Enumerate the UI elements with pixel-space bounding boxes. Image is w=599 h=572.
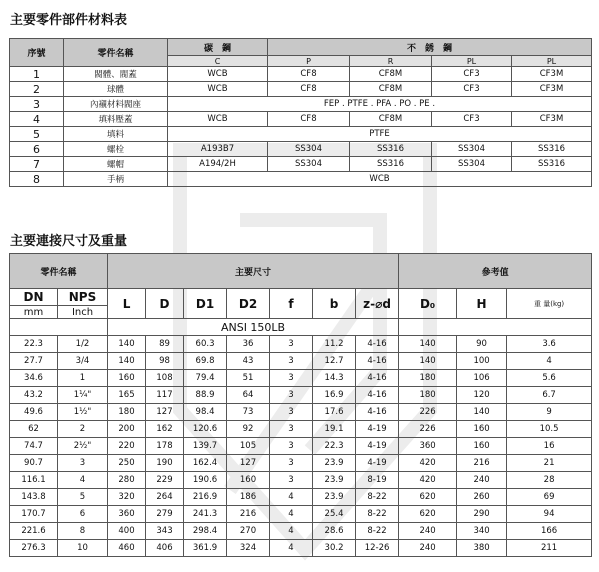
cell-d2: 64 — [227, 387, 270, 404]
cell-nps: 4 — [58, 472, 108, 489]
cell-d1: 216.9 — [184, 489, 227, 506]
cell-dn: 143.8 — [10, 489, 58, 506]
row-no: 2 — [10, 82, 64, 97]
cell-d2: 160 — [227, 472, 270, 489]
cell-d1: 69.8 — [184, 353, 227, 370]
head-dn: DN — [10, 289, 58, 306]
cell-f: 3 — [270, 387, 313, 404]
cell-d0: 226 — [399, 421, 457, 438]
cell-h: 340 — [457, 523, 507, 540]
cell-d1: 60.3 — [184, 336, 227, 353]
cell-d1: 361.9 — [184, 540, 227, 557]
cell-z-d: 8-22 — [356, 489, 399, 506]
cell-b: 23.9 — [313, 455, 356, 472]
cell-d: 190 — [146, 455, 184, 472]
cell-d: 264 — [146, 489, 184, 506]
material-row — [10, 82, 592, 97]
table-row — [10, 404, 592, 421]
row-pl2: CF3M — [512, 112, 592, 127]
stainless-steel-header: 不 銹 鋼 — [268, 39, 592, 56]
head-z-d: z-⌀d — [356, 289, 399, 319]
table-row — [10, 540, 592, 557]
cell-d0: 240 — [399, 523, 457, 540]
row-span-value: WCB — [168, 172, 592, 187]
row-part: 手柄 — [64, 172, 168, 187]
cell-h: 260 — [457, 489, 507, 506]
cell-f: 3 — [270, 421, 313, 438]
row-c: A194/2H — [168, 157, 268, 172]
materials-table — [9, 38, 592, 187]
cell-dn: 62 — [10, 421, 58, 438]
cell-b: 11.2 — [313, 336, 356, 353]
cell-d0: 140 — [399, 336, 457, 353]
cell-weight: 94 — [507, 506, 592, 523]
cell-d: 178 — [146, 438, 184, 455]
cell-d1: 79.4 — [184, 370, 227, 387]
cell-f: 3 — [270, 438, 313, 455]
col-main-header: 主要尺寸 — [108, 254, 399, 289]
cell-b: 22.3 — [313, 438, 356, 455]
cell-nps: 8 — [58, 523, 108, 540]
cell-z-d: 8-22 — [356, 506, 399, 523]
cell-l: 280 — [108, 472, 146, 489]
standard-blank — [10, 319, 108, 336]
cell-dn: 43.2 — [10, 387, 58, 404]
cell-f: 4 — [270, 540, 313, 557]
cell-l: 140 — [108, 336, 146, 353]
col-ref-header: 參考值 — [399, 254, 592, 289]
table-row — [10, 523, 592, 540]
sub-header-c: C — [168, 56, 268, 67]
cell-nps: 3 — [58, 455, 108, 472]
head-nps: NPS — [58, 289, 108, 306]
cell-weight: 69 — [507, 489, 592, 506]
cell-d: 279 — [146, 506, 184, 523]
cell-b: 25.4 — [313, 506, 356, 523]
cell-l: 360 — [108, 506, 146, 523]
cell-z-d: 4-19 — [356, 455, 399, 472]
cell-l: 200 — [108, 421, 146, 438]
cell-z-d: 4-16 — [356, 370, 399, 387]
table-row — [10, 472, 592, 489]
dims-head-row — [10, 289, 592, 306]
head-d2: D2 — [227, 289, 270, 319]
cell-f: 3 — [270, 336, 313, 353]
cell-d0: 140 — [399, 353, 457, 370]
cell-l: 165 — [108, 387, 146, 404]
cell-dn: 116.1 — [10, 472, 58, 489]
row-pl2: CF3M — [512, 67, 592, 82]
row-no: 3 — [10, 97, 64, 112]
cell-d0: 620 — [399, 489, 457, 506]
row-no: 4 — [10, 112, 64, 127]
cell-d: 108 — [146, 370, 184, 387]
cell-h: 120 — [457, 387, 507, 404]
cell-b: 16.9 — [313, 387, 356, 404]
row-c: A193B7 — [168, 142, 268, 157]
row-pl1: CF3 — [432, 67, 512, 82]
sub-header-pl1: PL — [432, 56, 512, 67]
row-r: SS316 — [350, 157, 432, 172]
cell-dn: 22.3 — [10, 336, 58, 353]
cell-nps: 5 — [58, 489, 108, 506]
row-pl1: SS304 — [432, 157, 512, 172]
cell-d0: 240 — [399, 540, 457, 557]
cell-nps: 2½" — [58, 438, 108, 455]
cell-d0: 180 — [399, 370, 457, 387]
cell-dn: 27.7 — [10, 353, 58, 370]
cell-d0: 420 — [399, 455, 457, 472]
cell-weight: 9 — [507, 404, 592, 421]
table-row — [10, 438, 592, 455]
table-row — [10, 387, 592, 404]
head-b: b — [313, 289, 356, 319]
cell-z-d: 8-19 — [356, 472, 399, 489]
row-pl2: SS316 — [512, 142, 592, 157]
cell-b: 30.2 — [313, 540, 356, 557]
cell-dn: 221.6 — [10, 523, 58, 540]
cell-d2: 73 — [227, 404, 270, 421]
cell-weight: 6.7 — [507, 387, 592, 404]
row-r: CF8M — [350, 82, 432, 97]
cell-l: 460 — [108, 540, 146, 557]
cell-weight: 10.5 — [507, 421, 592, 438]
material-row — [10, 112, 592, 127]
cell-z-d: 8-22 — [356, 523, 399, 540]
head-d1: D1 — [184, 289, 227, 319]
row-pl1: CF3 — [432, 82, 512, 97]
cell-l: 160 — [108, 370, 146, 387]
cell-d: 162 — [146, 421, 184, 438]
cell-d1: 241.3 — [184, 506, 227, 523]
cell-h: 290 — [457, 506, 507, 523]
cell-h: 100 — [457, 353, 507, 370]
cell-nps: 1½" — [58, 404, 108, 421]
cell-weight: 4 — [507, 353, 592, 370]
row-r: SS316 — [350, 142, 432, 157]
cell-d1: 98.4 — [184, 404, 227, 421]
row-no: 1 — [10, 67, 64, 82]
cell-b: 19.1 — [313, 421, 356, 438]
cell-d2: 43 — [227, 353, 270, 370]
material-row — [10, 97, 592, 112]
row-r: CF8M — [350, 67, 432, 82]
cell-dn: 49.6 — [10, 404, 58, 421]
row-part: 填料壓蓋 — [64, 112, 168, 127]
row-p: CF8 — [268, 67, 350, 82]
cell-d0: 360 — [399, 438, 457, 455]
cell-d0: 420 — [399, 472, 457, 489]
cell-nps: 2 — [58, 421, 108, 438]
cell-f: 4 — [270, 506, 313, 523]
col-part-header: 零件名稱 — [10, 254, 108, 289]
col-no-header: 序號 — [10, 39, 64, 67]
row-part: 內襯材料閥座 — [64, 97, 168, 112]
cell-d2: 92 — [227, 421, 270, 438]
sub-header-p: P — [268, 56, 350, 67]
cell-dn: 74.7 — [10, 438, 58, 455]
cell-d1: 120.6 — [184, 421, 227, 438]
table-row — [10, 336, 592, 353]
cell-weight: 166 — [507, 523, 592, 540]
row-p: SS304 — [268, 142, 350, 157]
cell-f: 3 — [270, 353, 313, 370]
cell-b: 14.3 — [313, 370, 356, 387]
row-no: 6 — [10, 142, 64, 157]
cell-b: 12.7 — [313, 353, 356, 370]
cell-d0: 620 — [399, 506, 457, 523]
cell-dn: 34.6 — [10, 370, 58, 387]
cell-d: 343 — [146, 523, 184, 540]
cell-weight: 5.6 — [507, 370, 592, 387]
material-row — [10, 172, 592, 187]
head-weight: 重 量(kg) — [507, 289, 592, 319]
cell-dn: 170.7 — [10, 506, 58, 523]
cell-nps: 1 — [58, 370, 108, 387]
cell-dn: 276.3 — [10, 540, 58, 557]
cell-d1: 162.4 — [184, 455, 227, 472]
row-c: WCB — [168, 112, 268, 127]
cell-f: 3 — [270, 455, 313, 472]
material-row — [10, 67, 592, 82]
table-row — [10, 455, 592, 472]
cell-nps: 6 — [58, 506, 108, 523]
cell-z-d: 4-19 — [356, 421, 399, 438]
cell-f: 3 — [270, 472, 313, 489]
cell-l: 220 — [108, 438, 146, 455]
cell-b: 17.6 — [313, 404, 356, 421]
head-d0: D₀ — [399, 289, 457, 319]
row-span-value: FEP . PTFE . PFA . PO . PE . — [168, 97, 592, 112]
cell-z-d: 4-19 — [356, 438, 399, 455]
cell-z-d: 4-16 — [356, 404, 399, 421]
row-no: 7 — [10, 157, 64, 172]
standard-label: ANSI 150LB — [108, 319, 399, 336]
cell-h: 240 — [457, 472, 507, 489]
row-no: 5 — [10, 127, 64, 142]
cell-h: 160 — [457, 438, 507, 455]
cell-h: 140 — [457, 404, 507, 421]
cell-l: 250 — [108, 455, 146, 472]
standard-row — [10, 319, 592, 336]
cell-h: 160 — [457, 421, 507, 438]
cell-f: 4 — [270, 523, 313, 540]
cell-h: 90 — [457, 336, 507, 353]
materials-title: 主要零件部件材料表 — [10, 13, 128, 28]
row-part: 螺帽 — [64, 157, 168, 172]
cell-weight: 211 — [507, 540, 592, 557]
unit-dn: mm — [10, 306, 58, 319]
cell-b: 23.9 — [313, 472, 356, 489]
row-p: CF8 — [268, 112, 350, 127]
table-row — [10, 370, 592, 387]
cell-f: 3 — [270, 370, 313, 387]
cell-weight: 16 — [507, 438, 592, 455]
cell-d1: 298.4 — [184, 523, 227, 540]
cell-d2: 127 — [227, 455, 270, 472]
table-row — [10, 506, 592, 523]
table-row — [10, 421, 592, 438]
cell-b: 28.6 — [313, 523, 356, 540]
cell-z-d: 4-16 — [356, 336, 399, 353]
cell-z-d: 4-16 — [356, 353, 399, 370]
head-h: H — [457, 289, 507, 319]
cell-weight: 28 — [507, 472, 592, 489]
sub-header-pl2: PL — [512, 56, 592, 67]
row-p: SS304 — [268, 157, 350, 172]
cell-d2: 36 — [227, 336, 270, 353]
cell-f: 3 — [270, 404, 313, 421]
dimensions-table — [9, 253, 592, 557]
row-part: 球體 — [64, 82, 168, 97]
row-part: 螺栓 — [64, 142, 168, 157]
cell-nps: 10 — [58, 540, 108, 557]
cell-d: 229 — [146, 472, 184, 489]
row-pl1: SS304 — [432, 142, 512, 157]
cell-nps: 3/4 — [58, 353, 108, 370]
row-pl2: CF3M — [512, 82, 592, 97]
cell-f: 4 — [270, 489, 313, 506]
row-p: CF8 — [268, 82, 350, 97]
cell-d1: 88.9 — [184, 387, 227, 404]
row-c: WCB — [168, 82, 268, 97]
row-no: 8 — [10, 172, 64, 187]
material-row — [10, 142, 592, 157]
cell-d1: 139.7 — [184, 438, 227, 455]
cell-d0: 180 — [399, 387, 457, 404]
cell-weight: 21 — [507, 455, 592, 472]
cell-h: 380 — [457, 540, 507, 557]
cell-d: 117 — [146, 387, 184, 404]
cell-h: 106 — [457, 370, 507, 387]
cell-d2: 324 — [227, 540, 270, 557]
row-c: WCB — [168, 67, 268, 82]
cell-d2: 51 — [227, 370, 270, 387]
cell-dn: 90.7 — [10, 455, 58, 472]
cell-d2: 270 — [227, 523, 270, 540]
cell-b: 23.9 — [313, 489, 356, 506]
cell-d: 406 — [146, 540, 184, 557]
cell-d: 89 — [146, 336, 184, 353]
table-row — [10, 353, 592, 370]
cell-d: 127 — [146, 404, 184, 421]
cell-d1: 190.6 — [184, 472, 227, 489]
cell-nps: 1/2 — [58, 336, 108, 353]
cell-z-d: 4-16 — [356, 387, 399, 404]
cell-d2: 216 — [227, 506, 270, 523]
cell-d0: 226 — [399, 404, 457, 421]
cell-z-d: 12-26 — [356, 540, 399, 557]
sub-header-r: R — [350, 56, 432, 67]
cell-d2: 186 — [227, 489, 270, 506]
cell-l: 320 — [108, 489, 146, 506]
row-pl2: SS316 — [512, 157, 592, 172]
standard-blank — [399, 319, 592, 336]
row-span-value: PTFE — [168, 127, 592, 142]
row-pl1: CF3 — [432, 112, 512, 127]
cell-h: 216 — [457, 455, 507, 472]
cell-weight: 3.6 — [507, 336, 592, 353]
table-row — [10, 489, 592, 506]
head-d: D — [146, 289, 184, 319]
row-r: CF8M — [350, 112, 432, 127]
cell-l: 140 — [108, 353, 146, 370]
cell-l: 180 — [108, 404, 146, 421]
dims-title: 主要連接尺寸及重量 — [10, 234, 128, 249]
head-f: f — [270, 289, 313, 319]
row-part: 閥體、閥蓋 — [64, 67, 168, 82]
head-l: L — [108, 289, 146, 319]
cell-nps: 1¼" — [58, 387, 108, 404]
unit-nps: Inch — [58, 306, 108, 319]
col-part-header: 零件名稱 — [64, 39, 168, 67]
material-row — [10, 157, 592, 172]
cell-d: 98 — [146, 353, 184, 370]
material-row — [10, 127, 592, 142]
cell-l: 400 — [108, 523, 146, 540]
row-part: 填料 — [64, 127, 168, 142]
cell-d2: 105 — [227, 438, 270, 455]
carbon-steel-header: 碳 鋼 — [168, 39, 268, 56]
